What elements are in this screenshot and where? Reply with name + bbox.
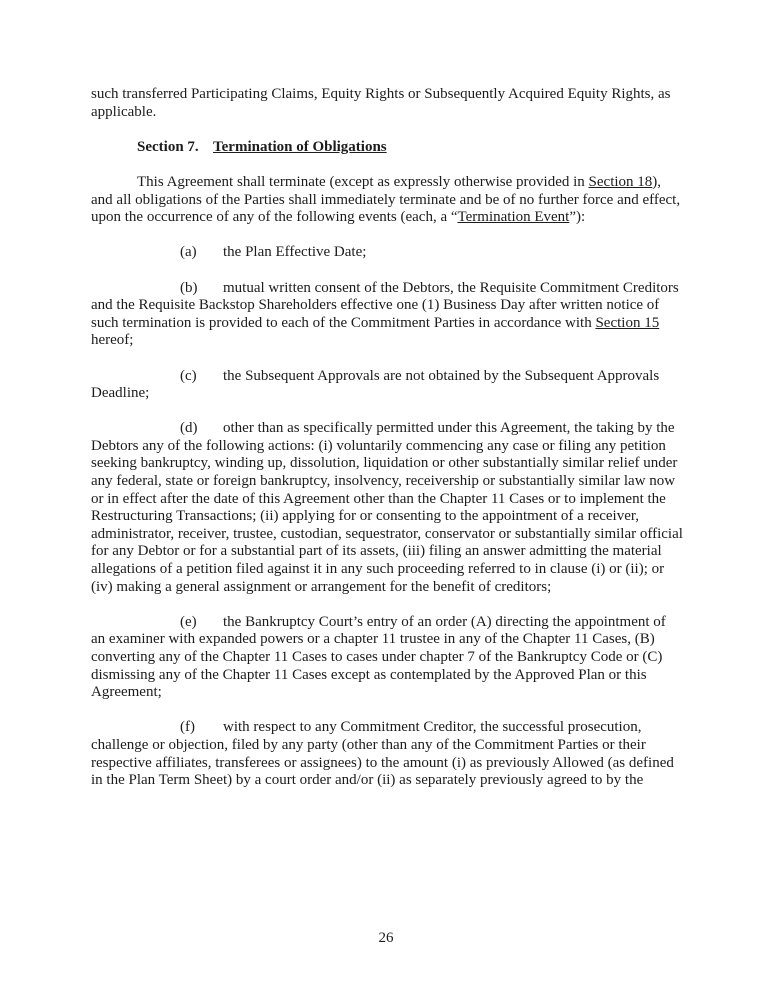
paragraph-continuation-text: such transferred Participating Claims, Equity Rights or Subsequently Acquired Equity Rights, as applicable. [91, 86, 671, 120]
item-f-text: with respect to any Commitment Creditor, the successful prosecution, challenge or objection, filed by any party (other than any of the Commitment Parties or their respective affiliates, transferees or assignees) to the amount (i) as previously Allowed (as defined in the Plan Term Sheet) by a court order and/or (ii) as separately previously agreed to by the [91, 719, 674, 789]
termination-item-b [91, 280, 683, 350]
item-d-text: other than as specifically permitted under this Agreement, the taking by the Debtors any of the following actions: (i) voluntarily commencing any case or filing any petition seeking bankruptcy, winding up, dissolution, liquidation or other substantially similar relief under any federal, state or foreign bankruptcy, insolvency, receivership or substantially similar law now or in effect after the date of this Agreement other than the Chapter 11 Cases or to implement the Restructuring Transactions; (ii) applying for or consenting to the appointment of a receiver, administrator, receiver, trustee, custodian, sequestrator, conservator or substantially similar official for any Debtor or for a substantial part of its assets, (iii) filing an answer admitting the material allegations of a petition filed against it in any such proceeding referred to in clause (i) or (ii); or (iv) making a general assignment or arrangement for the benefit of creditors; [91, 420, 683, 595]
page-number: 26 [378, 930, 394, 946]
termination-item-d [91, 420, 683, 596]
termination-item-a [91, 244, 683, 262]
section-heading [91, 139, 683, 157]
item-a-text: the Plan Effective Date; [223, 244, 367, 261]
item-b-label: (b) [180, 279, 198, 296]
item-e-label: (e) [180, 613, 197, 630]
item-f-label: (f) [180, 719, 195, 736]
item-d-label: (d) [180, 420, 198, 437]
item-c-text: the Subsequent Approvals are not obtained by the Subsequent Approvals Deadline; [91, 367, 660, 402]
item-c-label: (c) [180, 367, 197, 384]
section-number: Section 7. [137, 138, 199, 155]
paragraph-continuation [91, 86, 683, 121]
section-18-reference: Section 18 [588, 173, 653, 190]
item-a-label: (a) [180, 244, 197, 261]
termination-item-c [91, 368, 683, 403]
intro-text-2: ), and all obligations of the Parties shall immediately terminate and be of no further force and effect, upon the occurrence of any of the following events (each, a “ [91, 173, 681, 226]
item-b-text-2: hereof; [91, 332, 134, 349]
intro-text-3: ”): [569, 209, 586, 226]
item-b-text-1: mutual written consent of the Debtors, the Requisite Commitment Creditors and the Requisite Backstop Shareholders effective one (1) Business Day after written notice of such termination is provided to each of the Commitment Parties in accordance with [91, 279, 679, 331]
item-e-text: the Bankruptcy Court’s entry of an order (A) directing the appointment of an examiner with expanded powers or a chapter 11 trustee in any of the Chapter 11 Cases, (B) converting any of the Chapter 11 Cases to cases under chapter 7 of the Bankruptcy Code or (C) dismissing any of the Chapter 11 Cases except as contemplated by the Approved Plan or this Agreement; [91, 613, 666, 701]
termination-item-f [91, 719, 683, 789]
intro-paragraph [91, 174, 683, 227]
termination-event-term: Termination Event [457, 209, 570, 226]
intro-text-1: This Agreement shall terminate (except as expressly otherwise provided in [137, 173, 589, 190]
termination-item-e [91, 614, 683, 702]
section-15-reference: Section 15 [595, 314, 660, 331]
section-title: Termination of Obligations [213, 138, 387, 155]
